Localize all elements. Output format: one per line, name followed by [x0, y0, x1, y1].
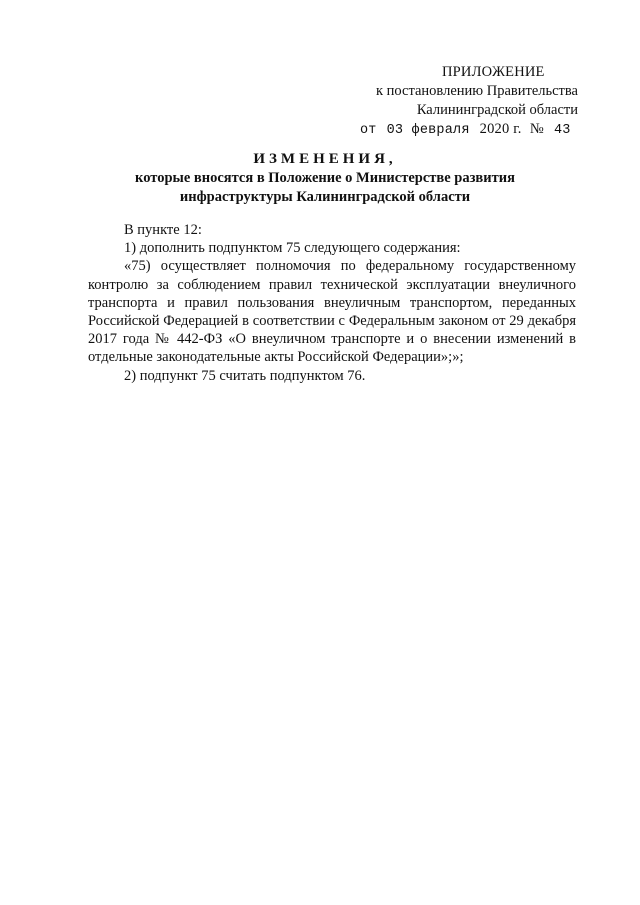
appendix-label: ПРИЛОЖЕНИЕ — [442, 64, 545, 80]
title-line-1: которые вносятся в Положение о Министерстве развития — [135, 170, 515, 186]
title-heading: ИЗМЕНЕНИЯ, — [253, 151, 397, 167]
number-sign: № — [529, 121, 544, 137]
appendix-region: Калининградской области — [416, 102, 578, 118]
appendix-resolution-ref: к постановлению Правительства — [376, 83, 578, 99]
document-body — [88, 221, 576, 385]
date-prefix: от — [360, 123, 377, 138]
paragraph-subitem-75: «75) осуществляет полномочия по федеральному государственному контролю за соблюдением правил технической эксплуатации внеуличного транспорта и правил пользования внеуличным транспортом, переданных Российской Федерацией в соответствии с Федеральным законом от 29 декабря 2017 года № 442-ФЗ «О внеуличном транспорте и о внесении изменений в отдельные законодательные акты Российской Федерации»;»; — [88, 258, 576, 366]
paragraph-item-1: 1) дополнить подпунктом 75 следующего содержания: — [124, 240, 461, 257]
document-title — [80, 150, 570, 207]
resolution-number: 43 — [553, 123, 571, 138]
appendix-header — [330, 63, 580, 140]
paragraph-item-2: 2) подпункт 75 считать подпунктом 76. — [124, 367, 366, 384]
date-value: 03 февраля — [386, 123, 470, 138]
date-year: 2020 г. — [479, 121, 522, 137]
title-line-2: инфраструктуры Калининградской области — [179, 189, 471, 205]
paragraph-intro: В пункте 12: — [124, 222, 202, 238]
appendix-date-line — [330, 120, 580, 140]
